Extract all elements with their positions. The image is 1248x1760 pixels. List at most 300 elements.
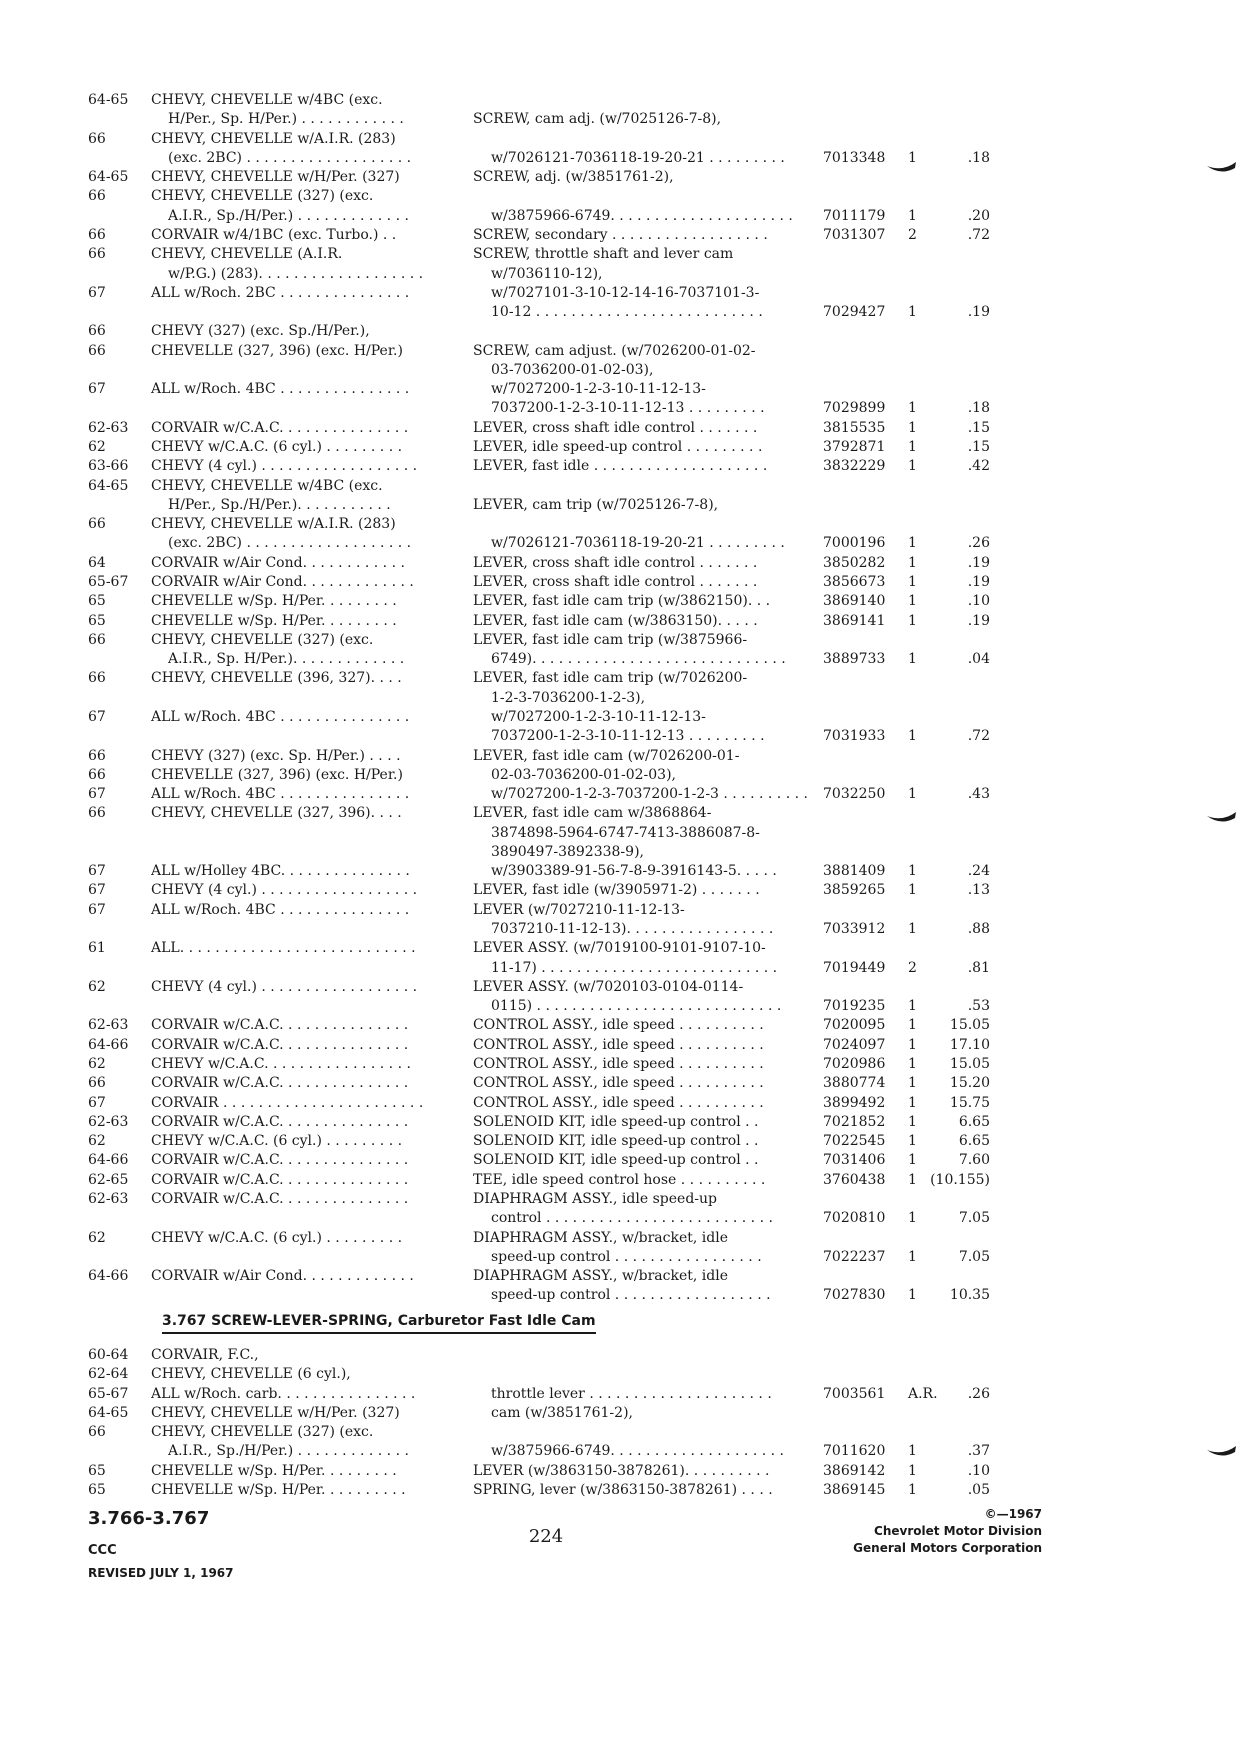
part-description: 6749). . . . . . . . . . . . . . . . . . . . . . . . . . . . .: [491, 651, 786, 668]
model-application: CHEVY, CHEVELLE (396, 327). . . .: [151, 670, 402, 687]
part-description: LEVER ASSY. (w/7019100-9101-9107-10-: [473, 940, 766, 957]
year-range: 67: [88, 863, 106, 880]
model-application: CORVAIR w/C.A.C. . . . . . . . . . . . . . .: [151, 419, 409, 436]
price: .42: [967, 458, 990, 475]
year-range: 65: [88, 1481, 106, 1498]
price: .37: [967, 1443, 990, 1460]
table-row: [0, 380, 1248, 399]
year-range: 64-65: [88, 169, 129, 186]
table-row: [0, 766, 1248, 785]
table-row: [0, 1481, 1248, 1500]
part-number: 7033912: [823, 921, 886, 938]
part-description: LEVER ASSY. (w/7020103-0104-0114-: [473, 978, 744, 995]
part-description: DIAPHRAGM ASSY., w/bracket, idle: [473, 1268, 728, 1285]
year-range: 64-66: [88, 1268, 129, 1285]
part-number: 7020986: [823, 1056, 886, 1072]
table-row: [0, 245, 1248, 264]
model-application: (exc. 2BC) . . . . . . . . . . . . . . . . . . .: [168, 149, 412, 166]
model-application: H/Per., Sp. H/Per.) . . . . . . . . . . . .: [168, 111, 404, 128]
part-number: 7020095: [823, 1017, 886, 1034]
table-row: [0, 1132, 1248, 1151]
part-number: 3760438: [823, 1171, 886, 1188]
part-description: LEVER, fast idle cam (w/3863150). . . . .: [473, 612, 758, 629]
model-application: CORVAIR w/C.A.C. . . . . . . . . . . . . . .: [151, 1036, 409, 1053]
revision-date: REVISED JULY 1, 1967: [88, 1566, 234, 1580]
part-description: LEVER, cross shaft idle control . . . . . . .: [473, 574, 758, 590]
quantity: 1: [908, 1443, 917, 1460]
quantity: 1: [908, 207, 917, 224]
part-description: LEVER, fast idle cam (w/7026200-01-: [473, 747, 740, 764]
table-row: [0, 785, 1248, 804]
part-number: 3899492: [823, 1094, 886, 1111]
table-row: [0, 747, 1248, 766]
footer-section-range: 3.766-3.767: [88, 1508, 210, 1529]
table-row: [0, 727, 1248, 746]
model-application: CORVAIR w/Air Cond. . . . . . . . . . . . .: [151, 1268, 414, 1285]
model-application: CHEVELLE w/Sp. H/Per. . . . . . . . .: [151, 612, 397, 629]
part-description: DIAPHRAGM ASSY., idle speed-up: [473, 1190, 717, 1207]
price: .10: [967, 593, 990, 610]
model-application: (exc. 2BC) . . . . . . . . . . . . . . . . . . .: [168, 535, 412, 552]
part-description: SCREW, cam adjust. (w/7026200-01-02-: [473, 342, 756, 359]
model-application: CHEVY (327) (exc. Sp. H/Per.) . . . .: [151, 747, 401, 764]
model-application: ALL w/Roch. 4BC . . . . . . . . . . . . . . .: [151, 786, 410, 803]
part-description: w/7027200-1-2-3-7037200-1-2-3 . . . . . . . . . .: [491, 786, 808, 803]
part-number: 3881409: [823, 863, 886, 880]
part-description: 10-12 . . . . . . . . . . . . . . . . . . . . . . . . . .: [491, 304, 763, 321]
price: .19: [967, 612, 990, 629]
year-range: 64-65: [88, 477, 129, 494]
part-description: TEE, idle speed control hose . . . . . . . . . .: [473, 1171, 766, 1188]
part-number: 7019449: [823, 959, 886, 976]
price: .19: [967, 574, 990, 590]
quantity: 1: [908, 535, 917, 552]
table-row: [0, 207, 1248, 226]
model-application: CORVAIR w/C.A.C. . . . . . . . . . . . . . .: [151, 1152, 409, 1169]
price: .72: [967, 728, 990, 745]
part-number: 7000196: [823, 535, 886, 552]
model-application: CHEVY w/C.A.C. . . . . . . . . . . . . . . . .: [151, 1056, 411, 1072]
price: .04: [967, 651, 990, 668]
table-row: [0, 1171, 1248, 1190]
price: 7.05: [958, 1248, 990, 1265]
year-range: 62: [88, 1133, 106, 1150]
model-application: CHEVY, CHEVELLE w/4BC (exc.: [151, 477, 383, 494]
part-number: 7011179: [823, 207, 886, 224]
part-number: 3869145: [823, 1481, 886, 1498]
model-application: CORVAIR . . . . . . . . . . . . . . . . . . . . . . .: [151, 1094, 424, 1111]
table-row: [0, 1462, 1248, 1481]
price: .26: [967, 1385, 990, 1402]
part-number: 3856673: [823, 574, 886, 590]
model-application: CHEVY, CHEVELLE (327) (exc.: [151, 188, 374, 205]
year-range: 61: [88, 940, 106, 957]
table-row: [0, 515, 1248, 534]
year-range: 62-64: [88, 1366, 129, 1383]
price: .15: [967, 439, 990, 456]
quantity: 2: [908, 226, 917, 243]
table-row: [0, 1016, 1248, 1035]
part-description: w/7026121-7036118-19-20-21 . . . . . . . . .: [491, 149, 785, 166]
part-description: CONTROL ASSY., idle speed . . . . . . . . . .: [473, 1094, 764, 1111]
year-range: 66: [88, 805, 106, 822]
table-row: [0, 1190, 1248, 1209]
model-application: CHEVELLE w/Sp. H/Per. . . . . . . . .: [151, 593, 397, 610]
model-application: CHEVY (4 cyl.) . . . . . . . . . . . . . . . . . .: [151, 882, 418, 899]
part-description: 1-2-3-7036200-1-2-3),: [491, 689, 646, 706]
quantity: 1: [908, 863, 917, 880]
table-row: [0, 881, 1248, 900]
table-row: [0, 978, 1248, 997]
part-description: CONTROL ASSY., idle speed . . . . . . . . . .: [473, 1075, 764, 1092]
quantity: 1: [908, 1056, 917, 1072]
price: .24: [967, 863, 990, 880]
model-application: ALL w/Holley 4BC. . . . . . . . . . . . . . .: [151, 863, 410, 880]
quantity: 1: [908, 1113, 917, 1130]
part-number: 7020810: [823, 1210, 886, 1227]
quantity: 1: [908, 786, 917, 803]
model-application: CHEVELLE w/Sp. H/Per. . . . . . . . . .: [151, 1481, 406, 1498]
table-row: [0, 631, 1248, 650]
table-row: [0, 322, 1248, 341]
price: .88: [967, 921, 990, 938]
price: 15.75: [949, 1094, 990, 1111]
price: .20: [967, 207, 990, 224]
part-description: SCREW, secondary . . . . . . . . . . . . . . . . . .: [473, 226, 768, 243]
table-row: [0, 110, 1248, 129]
part-description: LEVER, fast idle cam trip (w/7026200-: [473, 670, 748, 687]
year-range: 66: [88, 516, 106, 533]
quantity: 2: [908, 959, 917, 976]
year-range: 67: [88, 708, 106, 725]
part-number: 3869140: [823, 593, 886, 610]
price: .15: [967, 419, 990, 436]
year-range: 62: [88, 978, 106, 995]
price: 6.65: [958, 1133, 990, 1150]
model-application: CORVAIR w/4/1BC (exc. Turbo.) . .: [151, 226, 397, 243]
table-row: [0, 477, 1248, 496]
part-number: 3859265: [823, 882, 886, 899]
model-application: CHEVY, CHEVELLE (327) (exc.: [151, 631, 374, 648]
quantity: 1: [908, 419, 917, 436]
model-application: CHEVY (327) (exc. Sp./H/Per.),: [151, 323, 370, 340]
table-row: [0, 1036, 1248, 1055]
price: .53: [967, 998, 990, 1015]
part-number: 3880774: [823, 1075, 886, 1092]
table-row: [0, 1385, 1248, 1404]
year-range: 62: [88, 1056, 106, 1072]
year-range: 66: [88, 670, 106, 687]
year-range: 67: [88, 786, 106, 803]
part-number: 7019235: [823, 998, 886, 1015]
quantity: 1: [908, 554, 917, 571]
table-row: [0, 612, 1248, 631]
part-description: SCREW, cam adj. (w/7025126-7-8),: [473, 111, 722, 128]
year-range: 62-63: [88, 1113, 129, 1130]
table-row: [0, 920, 1248, 939]
part-description: speed-up control . . . . . . . . . . . . . . . . .: [491, 1248, 762, 1265]
price: 17.10: [949, 1036, 990, 1053]
year-range: 66: [88, 747, 106, 764]
part-description: w/7036110-12),: [491, 265, 603, 282]
part-description: w/3875966-6749. . . . . . . . . . . . . . . . . . . .: [491, 1443, 784, 1460]
part-description: w/7026121-7036118-19-20-21 . . . . . . . . .: [491, 535, 785, 552]
binder-hole-mark: [1205, 1442, 1239, 1462]
year-range: 63-66: [88, 458, 129, 475]
model-application: A.I.R., Sp. H/Per.). . . . . . . . . . . . .: [168, 651, 405, 668]
table-row: [0, 824, 1248, 843]
part-description: w/7027101-3-10-12-14-16-7037101-3-: [491, 284, 760, 301]
year-range: 67: [88, 882, 106, 899]
table-row: [0, 342, 1248, 361]
part-description: w/7027200-1-2-3-10-11-12-13-: [491, 381, 706, 398]
model-application: CORVAIR w/C.A.C. . . . . . . . . . . . . . .: [151, 1017, 409, 1034]
table-row: [0, 419, 1248, 438]
price: 15.05: [949, 1056, 990, 1072]
part-number: 3889733: [823, 651, 886, 668]
part-number: 7031933: [823, 728, 886, 745]
model-application: CORVAIR, F.C.,: [151, 1347, 259, 1363]
part-number: 3792871: [823, 439, 886, 456]
year-range: 66: [88, 246, 106, 263]
part-description: SCREW, adj. (w/3851761-2),: [473, 169, 674, 186]
part-description: LEVER, cam trip (w/7025126-7-8),: [473, 496, 719, 513]
year-range: 66: [88, 631, 106, 648]
part-number: 3832229: [823, 458, 886, 475]
year-range: 64-65: [88, 1404, 129, 1421]
table-row: [0, 361, 1248, 380]
table-row: [0, 901, 1248, 920]
part-description: SCREW, throttle shaft and lever cam: [473, 246, 734, 263]
table-row: [0, 265, 1248, 284]
model-application: CHEVY w/C.A.C. (6 cyl.) . . . . . . . . .: [151, 1229, 403, 1246]
quantity: 1: [908, 1462, 917, 1479]
copyright: ©—1967: [984, 1507, 1042, 1521]
table-row: [0, 862, 1248, 881]
quantity: 1: [908, 304, 917, 321]
division-name: Chevrolet Motor Division: [874, 1524, 1042, 1538]
quantity: 1: [908, 1248, 917, 1265]
quantity: 1: [908, 882, 917, 899]
table-row: [0, 939, 1248, 958]
model-application: CHEVY, CHEVELLE w/4BC (exc.: [151, 92, 383, 108]
table-row: [0, 843, 1248, 862]
year-range: 62-63: [88, 1017, 129, 1034]
price: (10.155): [930, 1171, 990, 1188]
table-row: [0, 1094, 1248, 1113]
quantity: 1: [908, 1210, 917, 1227]
price: 10.35: [949, 1287, 990, 1304]
price: .72: [967, 226, 990, 243]
model-application: ALL w/Roch. 2BC . . . . . . . . . . . . . . .: [151, 284, 410, 301]
model-application: CORVAIR w/C.A.C. . . . . . . . . . . . . . .: [151, 1171, 409, 1188]
table-row: [0, 149, 1248, 168]
price: .43: [967, 786, 990, 803]
part-description: SOLENOID KIT, idle speed-up control . .: [473, 1133, 759, 1150]
year-range: 62: [88, 1229, 106, 1246]
year-range: 67: [88, 1094, 106, 1111]
model-application: A.I.R., Sp./H/Per.) . . . . . . . . . . . . .: [168, 1443, 409, 1460]
price: 6.65: [958, 1113, 990, 1130]
table-row: [0, 804, 1248, 823]
quantity: A.R.: [908, 1385, 938, 1402]
quantity: 1: [908, 1094, 917, 1111]
year-range: 66: [88, 323, 106, 340]
footer-code: CCC: [88, 1543, 117, 1558]
quantity: 1: [908, 593, 917, 610]
table-row: [0, 997, 1248, 1016]
year-range: 64-66: [88, 1036, 129, 1053]
part-number: 7032250: [823, 786, 886, 803]
part-description: LEVER (w/3863150-3878261). . . . . . . . . .: [473, 1462, 770, 1479]
part-number: 7003561: [823, 1385, 886, 1402]
table-row: [0, 1267, 1248, 1286]
table-row: [0, 1248, 1248, 1267]
part-description: SPRING, lever (w/3863150-3878261) . . . .: [473, 1481, 773, 1498]
model-application: CHEVY, CHEVELLE w/H/Per. (327): [151, 1404, 400, 1421]
part-description: LEVER, cross shaft idle control . . . . . . .: [473, 554, 758, 571]
year-range: 66: [88, 766, 106, 783]
table-row: [0, 496, 1248, 515]
quantity: 1: [908, 1481, 917, 1498]
year-range: 66: [88, 226, 106, 243]
part-number: 3850282: [823, 554, 886, 571]
part-description: LEVER, fast idle cam w/3868864-: [473, 805, 712, 822]
part-description: control . . . . . . . . . . . . . . . . . . . . . . . . . .: [491, 1210, 773, 1227]
table-row: [0, 669, 1248, 688]
part-description: cam (w/3851761-2),: [491, 1404, 633, 1421]
part-description: LEVER, fast idle cam trip (w/3875966-: [473, 631, 748, 648]
model-application: CHEVY (4 cyl.) . . . . . . . . . . . . . . . . . .: [151, 978, 418, 995]
price: .05: [967, 1481, 990, 1498]
table-row: [0, 708, 1248, 727]
year-range: 67: [88, 381, 106, 398]
table-row: [0, 1151, 1248, 1170]
section-heading: 3.767 SCREW-LEVER-SPRING, Carburetor Fast Idle Cam: [162, 1310, 596, 1334]
quantity: 1: [908, 651, 917, 668]
price: .19: [967, 554, 990, 571]
table-row: [0, 1074, 1248, 1093]
model-application: CHEVY, CHEVELLE (6 cyl.),: [151, 1366, 351, 1383]
price: .19: [967, 304, 990, 321]
year-range: 66: [88, 130, 106, 147]
part-number: 7021852: [823, 1113, 886, 1130]
model-application: CORVAIR w/C.A.C. . . . . . . . . . . . . . .: [151, 1113, 409, 1130]
quantity: 1: [908, 458, 917, 475]
model-application: CHEVY, CHEVELLE (327, 396). . . .: [151, 805, 402, 822]
part-description: 3874898-5964-6747-7413-3886087-8-: [491, 824, 760, 841]
part-number: 7022237: [823, 1248, 886, 1265]
part-number: 7031307: [823, 226, 886, 243]
model-application: CHEVY, CHEVELLE (327) (exc.: [151, 1424, 374, 1441]
part-description: SOLENOID KIT, idle speed-up control . .: [473, 1113, 759, 1130]
model-application: w/P.G.) (283). . . . . . . . . . . . . . . . . . .: [168, 265, 424, 282]
year-range: 67: [88, 901, 106, 918]
quantity: 1: [908, 149, 917, 166]
quantity: 1: [908, 1152, 917, 1169]
part-description: CONTROL ASSY., idle speed . . . . . . . . . .: [473, 1017, 764, 1034]
year-range: 65-67: [88, 574, 129, 590]
table-row: [0, 1209, 1248, 1228]
part-description: w/3875966-6749. . . . . . . . . . . . . . . . . . . . .: [491, 207, 793, 224]
part-description: LEVER, cross shaft idle control . . . . . . .: [473, 419, 758, 436]
binder-hole-mark: [1205, 158, 1239, 178]
table-row: [0, 1229, 1248, 1248]
year-range: 62-63: [88, 1190, 129, 1207]
table-row: [0, 1404, 1248, 1423]
table-row: [0, 573, 1248, 592]
model-application: H/Per., Sp./H/Per.). . . . . . . . . . .: [168, 496, 391, 513]
table-row: [0, 1346, 1248, 1365]
part-description: 7037210-11-12-13). . . . . . . . . . . . . . . . .: [491, 921, 774, 938]
model-application: ALL w/Roch. 4BC . . . . . . . . . . . . . . .: [151, 708, 410, 725]
model-application: ALL w/Roch. carb. . . . . . . . . . . . . . . .: [151, 1385, 416, 1402]
model-application: CHEVY (4 cyl.) . . . . . . . . . . . . . . . . . .: [151, 458, 418, 475]
quantity: 1: [908, 998, 917, 1015]
quantity: 1: [908, 612, 917, 629]
model-application: CHEVELLE (327, 396) (exc. H/Per.): [151, 766, 403, 783]
table-row: [0, 534, 1248, 553]
year-range: 65: [88, 593, 106, 610]
table-row: [0, 168, 1248, 187]
year-range: 62-65: [88, 1171, 129, 1188]
model-application: CHEVELLE w/Sp. H/Per. . . . . . . . .: [151, 1462, 397, 1479]
price: .26: [967, 535, 990, 552]
table-row: [0, 1055, 1248, 1074]
year-range: 65-67: [88, 1385, 129, 1402]
year-range: 66: [88, 1075, 106, 1092]
price: .81: [967, 959, 990, 976]
table-row: [0, 399, 1248, 418]
table-row: [0, 284, 1248, 303]
part-description: LEVER, fast idle (w/3905971-2) . . . . . . .: [473, 882, 760, 899]
model-application: CHEVY w/C.A.C. (6 cyl.) . . . . . . . . .: [151, 439, 403, 456]
part-description: DIAPHRAGM ASSY., w/bracket, idle: [473, 1229, 728, 1246]
model-application: CORVAIR w/C.A.C. . . . . . . . . . . . . . .: [151, 1190, 409, 1207]
quantity: 1: [908, 1133, 917, 1150]
part-description: CONTROL ASSY., idle speed . . . . . . . . . .: [473, 1056, 764, 1072]
part-description: LEVER, fast idle . . . . . . . . . . . . . . . . . . . .: [473, 458, 768, 475]
part-number: 3869141: [823, 612, 886, 629]
table-row: [0, 1286, 1248, 1305]
year-range: 64-65: [88, 92, 129, 108]
year-range: 64: [88, 554, 106, 571]
part-description: LEVER, idle speed-up control . . . . . . . . .: [473, 439, 763, 456]
part-description: 7037200-1-2-3-10-11-12-13 . . . . . . . . .: [491, 400, 765, 417]
model-application: ALL w/Roch. 4BC . . . . . . . . . . . . . . .: [151, 381, 410, 398]
year-range: 62: [88, 439, 106, 456]
part-description: w/3903389-91-56-7-8-9-3916143-5. . . . .: [491, 863, 777, 880]
quantity: 1: [908, 728, 917, 745]
part-description: 03-7036200-01-02-03),: [491, 361, 654, 378]
year-range: 66: [88, 188, 106, 205]
table-row: [0, 554, 1248, 573]
table-row: [0, 91, 1248, 110]
quantity: 1: [908, 1171, 917, 1188]
quantity: 1: [908, 921, 917, 938]
quantity: 1: [908, 400, 917, 417]
price: .10: [967, 1462, 990, 1479]
part-number: 7011620: [823, 1443, 886, 1460]
table-row: [0, 959, 1248, 978]
table-row: [0, 650, 1248, 669]
part-description: 7037200-1-2-3-10-11-12-13 . . . . . . . . .: [491, 728, 765, 745]
part-description: LEVER (w/7027210-11-12-13-: [473, 901, 685, 918]
part-number: 7013348: [823, 149, 886, 166]
table-row: [0, 1442, 1248, 1461]
model-application: CHEVY, CHEVELLE w/H/Per. (327): [151, 169, 400, 186]
quantity: 1: [908, 1017, 917, 1034]
